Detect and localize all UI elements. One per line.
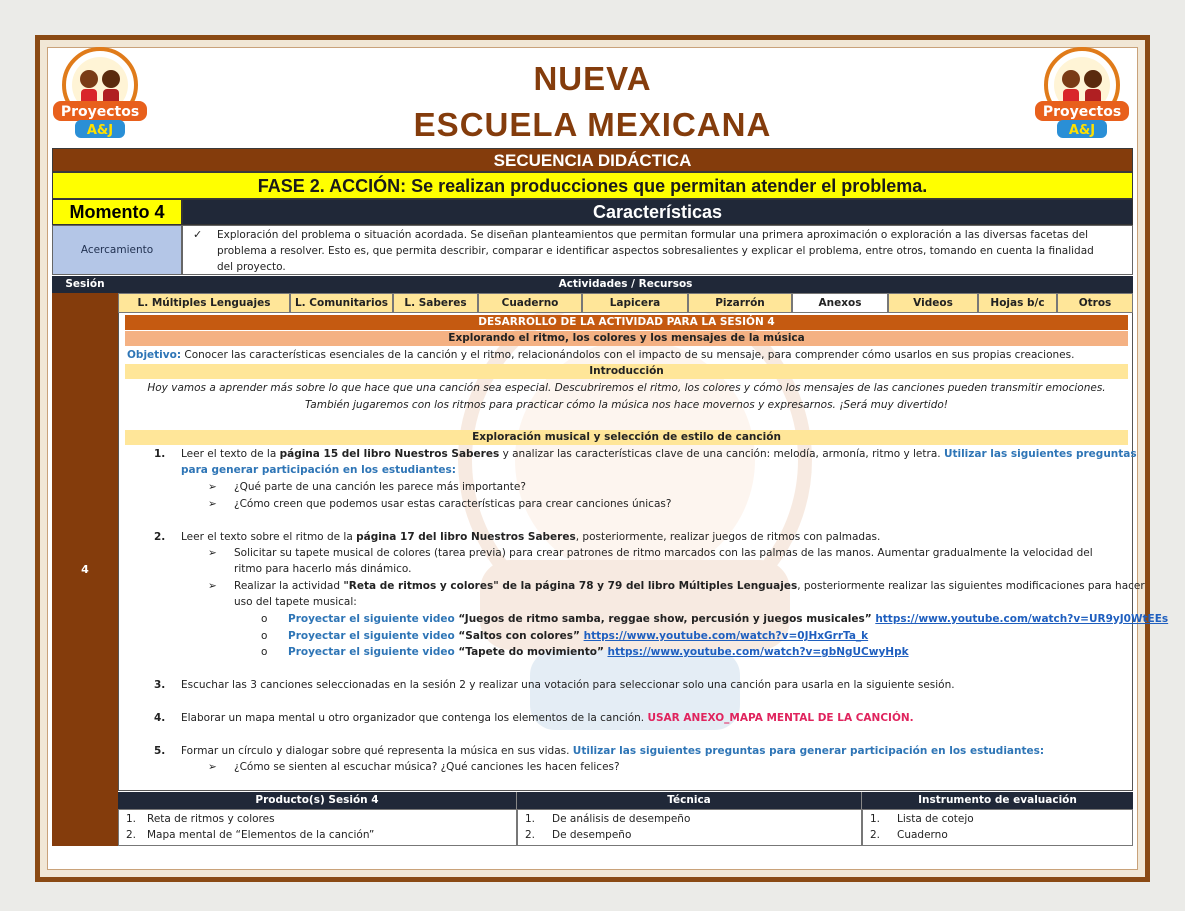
acercamiento-description	[182, 225, 1133, 275]
acercamiento-label: Acercamiento	[52, 225, 182, 275]
arrow-icon: ➢	[208, 547, 217, 559]
arrow-icon: ➢	[208, 580, 217, 592]
svg-text:A&J: A&J	[1068, 123, 1096, 138]
item-number: 5.	[154, 745, 166, 757]
tab-pizarron: Pizarrón	[688, 293, 792, 313]
video-3: Proyectar el siguiente video “Tapete do movimiento” https://www.youtube.com/watch?v=gbNgUCwyHpk	[288, 646, 909, 658]
list-item: 1. Lista de cotejo	[870, 813, 974, 825]
bullet: o	[261, 630, 268, 642]
video-2-link[interactable]: https://www.youtube.com/watch?v=0JHxGrrTa_k	[583, 630, 869, 642]
video-2: Proyectar el siguiente video “Saltos con colores” https://www.youtube.com/watch?v=0JHxGrrTa_k	[288, 630, 869, 642]
objetivo: Objetivo: Conocer las características esenciales de la canción y el ritmo, relacionándolos con el impacto de su mensaje, para comprender cómo usarlos en sus propias creaciones.	[127, 349, 1075, 361]
svg-text:Proyectos: Proyectos	[1042, 104, 1122, 120]
proyectos-aj-logo-right	[1027, 45, 1137, 140]
intro-line: También jugaremos con los ritmos para practicar cómo la música nos hace movernos y expresarnos. ¡Será muy divertido!	[305, 399, 948, 411]
evaluation-table	[118, 792, 1133, 846]
exploracion-header: Exploración musical y selección de estilo de canción	[125, 430, 1128, 445]
introduccion-header: Introducción	[125, 364, 1128, 379]
tab-videos: Videos	[888, 293, 978, 313]
item-number: 1.	[154, 448, 166, 460]
acercamiento-line: Exploración del problema o situación acordada. Se diseñan planteamientos que permitan formular una primera aproximación o exploración a las diversas facetas del	[217, 229, 1089, 241]
sesion-number: 4	[52, 293, 118, 846]
sesion-header: Sesión	[52, 276, 118, 293]
tab-saberes: L. Saberes	[393, 293, 478, 313]
video-1-link[interactable]: https://www.youtube.com/watch?v=UR9yJ0WtEEs	[875, 613, 1169, 625]
question: ¿Cómo se sienten al escuchar música? ¿Qué canciones les hacen felices?	[234, 761, 620, 773]
secuencia-header: SECUENCIA DIDÁCTICA	[52, 148, 1133, 172]
list-item: 2. De desempeño	[525, 829, 632, 841]
title-line-2: ESCUELA MEXICANA	[413, 106, 772, 143]
bullet: o	[261, 613, 268, 625]
list-item: 2. Mapa mental de “Elementos de la canción”	[126, 829, 375, 841]
item-number: 2.	[154, 531, 166, 543]
item-number: 3.	[154, 679, 166, 691]
instrumento-header: Instrumento de evaluación	[862, 792, 1133, 809]
item-number: 4.	[154, 712, 166, 724]
resource-tabs	[118, 293, 1133, 313]
arrow-icon: ➢	[208, 481, 217, 493]
check-icon: ✓	[193, 228, 203, 241]
item-1-cont: para generar participación en los estudiantes:	[181, 464, 456, 476]
fase-header: FASE 2. ACCIÓN: Se realizan producciones que permitan atender el problema.	[52, 172, 1133, 199]
tab-lapicera: Lapicera	[582, 293, 688, 313]
bullet: o	[261, 646, 268, 658]
acercamiento-line: problema a resolver. Esto es, que permita describir, comparar e identificar aspectos sobresalientes y explicar el problema, entre otros, tomando en cuenta la finalidad	[217, 245, 1094, 257]
tecnica-list	[517, 809, 862, 846]
intro-line: Hoy vamos a aprender más sobre lo que hace que una canción sea especial. Descubriremos el ritmo, los colores y cómo los mensajes de las canciones pueden transmitir emociones.	[147, 382, 1106, 394]
item-2-sub: Realizar la actividad "Reta de ritmos y colores" de la página 78 y 79 del libro Múltiples Lenguajes, posteriormente realizar las siguientes modificaciones para hacer	[234, 580, 1145, 592]
question: ¿Qué parte de una canción les parece más importante?	[234, 481, 526, 493]
item-2-sub: ritmo para hacerlo más dinámico.	[234, 563, 412, 575]
tab-cuaderno: Cuaderno	[478, 293, 582, 313]
desarrollo-header: DESARROLLO DE LA ACTIVIDAD PARA LA SESIÓN 4	[125, 315, 1128, 330]
arrow-icon: ➢	[208, 761, 217, 773]
productos-list	[118, 809, 517, 846]
item-2-sub: Solicitar su tapete musical de colores (tarea previa) para crear patrones de ritmo marcados con las palmas de las manos. Aumentar gradualmente la velocidad del	[234, 547, 1093, 559]
activity-subtitle: Explorando el ritmo, los colores y los mensajes de la música	[125, 331, 1128, 346]
tab-hojas: Hojas b/c	[978, 293, 1057, 313]
item-1: Leer el texto de la página 15 del libro Nuestros Saberes y analizar las características clave de una canción: melodía, armonía, ritmo y letra. Utilizar las siguientes preguntas	[181, 448, 1137, 460]
caracteristicas-header: Características	[182, 199, 1133, 225]
item-5: Formar un círculo y dialogar sobre qué representa la música en sus vidas. Utilizar las siguientes preguntas para generar participación en los estudiantes:	[181, 745, 1045, 757]
tab-multiples-lenguajes: L. Múltiples Lenguajes	[118, 293, 290, 313]
arrow-icon: ➢	[208, 498, 217, 510]
acercamiento-line: del proyecto.	[217, 261, 286, 273]
svg-text:A&J: A&J	[86, 123, 114, 138]
video-1: Proyectar el siguiente video “Juegos de ritmo samba, reggae show, percusión y juegos musicales” https://www.youtube.com/watch?v=UR9yJ0WtEEs	[288, 613, 1169, 625]
item-4: Elaborar un mapa mental u otro organizador que contenga los elementos de la canción. USAR ANEXO_MAPA MENTAL DE LA CANCIÓN.	[181, 712, 914, 724]
tecnica-header: Técnica	[517, 792, 862, 809]
list-item: 2. Cuaderno	[870, 829, 948, 841]
list-item: 1. Reta de ritmos y colores	[126, 813, 275, 825]
svg-text:Proyectos: Proyectos	[60, 104, 140, 120]
item-2: Leer el texto sobre el ritmo de la página 17 del libro Nuestros Saberes, posteriormente, realizar juegos de ritmos con palmadas.	[181, 531, 881, 543]
tab-otros: Otros	[1057, 293, 1133, 313]
video-3-link[interactable]: https://www.youtube.com/watch?v=gbNgUCwyHpk	[607, 646, 909, 658]
tab-comunitarios: L. Comunitarios	[290, 293, 393, 313]
question: ¿Cómo creen que podemos usar estas características para crear canciones únicas?	[234, 498, 672, 510]
item-3: Escuchar las 3 canciones seleccionadas en la sesión 2 y realizar una votación para seleccionar solo una canción para usarla en la siguiente sesión.	[181, 679, 955, 691]
title-line-1: NUEVA	[533, 60, 652, 97]
activity-content	[118, 313, 1169, 791]
item-2-sub: uso del tapete musical:	[234, 596, 357, 608]
instrumento-list	[862, 809, 1133, 846]
tab-anexos: Anexos	[792, 293, 888, 313]
list-item: 1. De análisis de desempeño	[525, 813, 691, 825]
actividades-header: Actividades / Recursos	[118, 276, 1133, 293]
proyectos-aj-logo-left	[45, 45, 155, 140]
momento-label: Momento 4	[52, 199, 182, 225]
productos-header: Producto(s) Sesión 4	[118, 792, 517, 809]
